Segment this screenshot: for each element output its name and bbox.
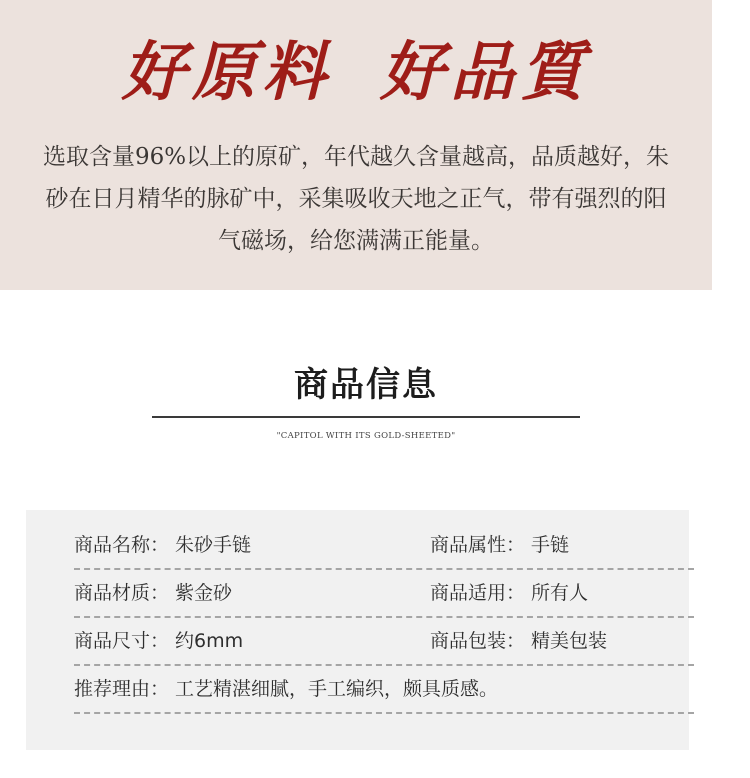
info-value: 精美包装 xyxy=(531,630,608,652)
banner-title: 好原料 好品質 xyxy=(121,35,591,110)
info-label: 商品属性： xyxy=(430,534,526,556)
info-value: 朱砂手链 xyxy=(175,534,252,556)
info-cell-packaging xyxy=(430,620,607,662)
info-value: 工艺精湛细腻，手工编织，颇具质感。 xyxy=(175,678,499,700)
info-label: 商品适用： xyxy=(430,582,526,604)
info-cell-reason xyxy=(74,668,498,710)
section-divider xyxy=(152,416,580,418)
info-row-name xyxy=(74,524,694,570)
banner-description: 选取含量96%以上的原矿，年代越久含量越高，品质越好，朱砂在日月精华的脉矿中，采集吸收天地之正气，带有强烈的阳气磁场，给您满满正能量。 xyxy=(42,144,670,254)
info-label: 商品尺寸： xyxy=(74,630,170,652)
section-title: 商品信息 xyxy=(294,365,438,405)
info-row-size xyxy=(74,620,694,666)
info-cell-attribute xyxy=(430,524,569,566)
info-row-material xyxy=(74,572,694,618)
info-value: 所有人 xyxy=(531,582,589,604)
info-cell-name xyxy=(74,524,251,566)
info-label: 推荐理由： xyxy=(74,678,170,700)
info-cell-material xyxy=(74,572,232,614)
banner xyxy=(0,0,712,290)
info-value: 约6mm xyxy=(175,630,244,652)
section-subtitle: "CAPITOL WITH ITS GOLD-SHEETED" xyxy=(276,431,456,441)
info-cell-suitable xyxy=(430,572,588,614)
info-value: 手链 xyxy=(531,534,570,556)
info-value: 紫金砂 xyxy=(175,582,233,604)
info-label: 商品包装： xyxy=(430,630,526,652)
product-info-panel xyxy=(26,510,689,750)
info-label: 商品名称： xyxy=(74,534,170,556)
info-label: 商品材质： xyxy=(74,582,170,604)
info-cell-size xyxy=(74,620,243,662)
info-row-reason xyxy=(74,668,694,714)
